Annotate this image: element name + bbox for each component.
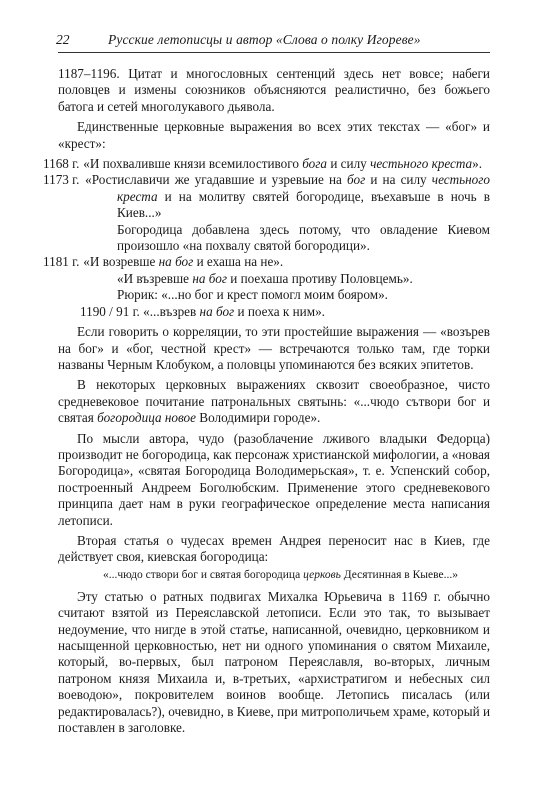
example-1190: 1190 / 91 г. «...възрев на бог и поеха к ним». [80,303,325,319]
paragraph-6: Вторая статья о чудесах времен Андрея переносит нас в Киев, где действует своя, киевская богородица: [58,532,490,565]
paragraph-5: По мысли автора, чудо (разоблачение лживого владыки Федорца) производит не богородица, как персонаж христианской мифологии, а «новая Богородица», «святая Богородица Володимерьская», т. е. Успенский собор, построенный Андреем Боголюбским. Применение этого средневекового принципа дает нам в руки географическое определение места написания летописи. [58,430,490,528]
example-1173: 1173 г. «Ростиславичи же угадавшие и узревыие на бог и на силу честьного креста и на молитву святей богородице, въехавъше в ночь в Киев...» [43,172,491,221]
paragraph-2: Единственные церковные выражения во всех этих текстах — «бог» и «крест»: [58,119,490,151]
example-1181-line3: Рюрик: «...но бог и крест помогл моим бояром». [117,287,388,303]
page-header [58,30,490,53]
page-body [43,66,491,736]
paragraph-7: Эту статью о ратных подвигах Михалка Юрьевича в 1169 г. обычно считают взятой из Переяславской летописи. Если это так, то вызывает недоумение, что нигде в этой статье, написанной, очевидно, церковником и насыщенной церковностью, нет ни одного упоминания о святом Михаиле, который, во-первых, был патроном Переяславля, во-вторых, личным патроном князя Михаила и, в-третьих, «архистратигом и небесных сил воеводою», покровителем воинов вообще. Летопись писалась (или редактировалась?), очевидно, в Киеве, при митрополичьем храме, который и поставлен в заголовке. [58,588,490,736]
page-number: 22 [56,32,70,47]
paragraph-4: В некоторых церковных выражениях сквозит своеобразное, чисто средневековое почитание патрональных святынь: «...чюдо сътвори бог и святая богородица новое Володимири городе». [58,377,490,426]
example-1181-line2: «И възревше на бог и поехаша противу Половцемь». [117,270,413,286]
example-1168: 1168 г. «И похваливше князи всемилостивого бога и силу честьного креста». [43,156,483,172]
example-year: 1190 / 91 г. [80,303,140,319]
running-title: Русские летописцы и автор «Слова о полку Игореве» [108,32,421,47]
paragraph-1: 1187–1196. Цитат и многословных сентенций здесь нет вовсе; набеги половцев и измены союзников объясняются реалистично, без божьего батога и сетей многолукавого дьявола. [58,66,490,114]
example-1181: 1181 г. «И возревше на бог и ехаша на не». [43,254,284,270]
block-quote: «...чюдо створи бог и святая богородица церковь Десятинная в Кыеве...» [103,568,458,581]
example-1173-note: Богородица добавлена здесь потому, что овладение Киевом произошло «на похвалу святой богородици». [117,221,490,254]
paragraph-3: Если говорить о корреляции, то эти простейшие выражения — «возърев на бог» и «бог, честной крест» — встречаются только там, где торки названы Черным Клобуком, а половцы упоминаются без всяких эпитетов. [58,324,490,372]
book-page [43,30,491,740]
